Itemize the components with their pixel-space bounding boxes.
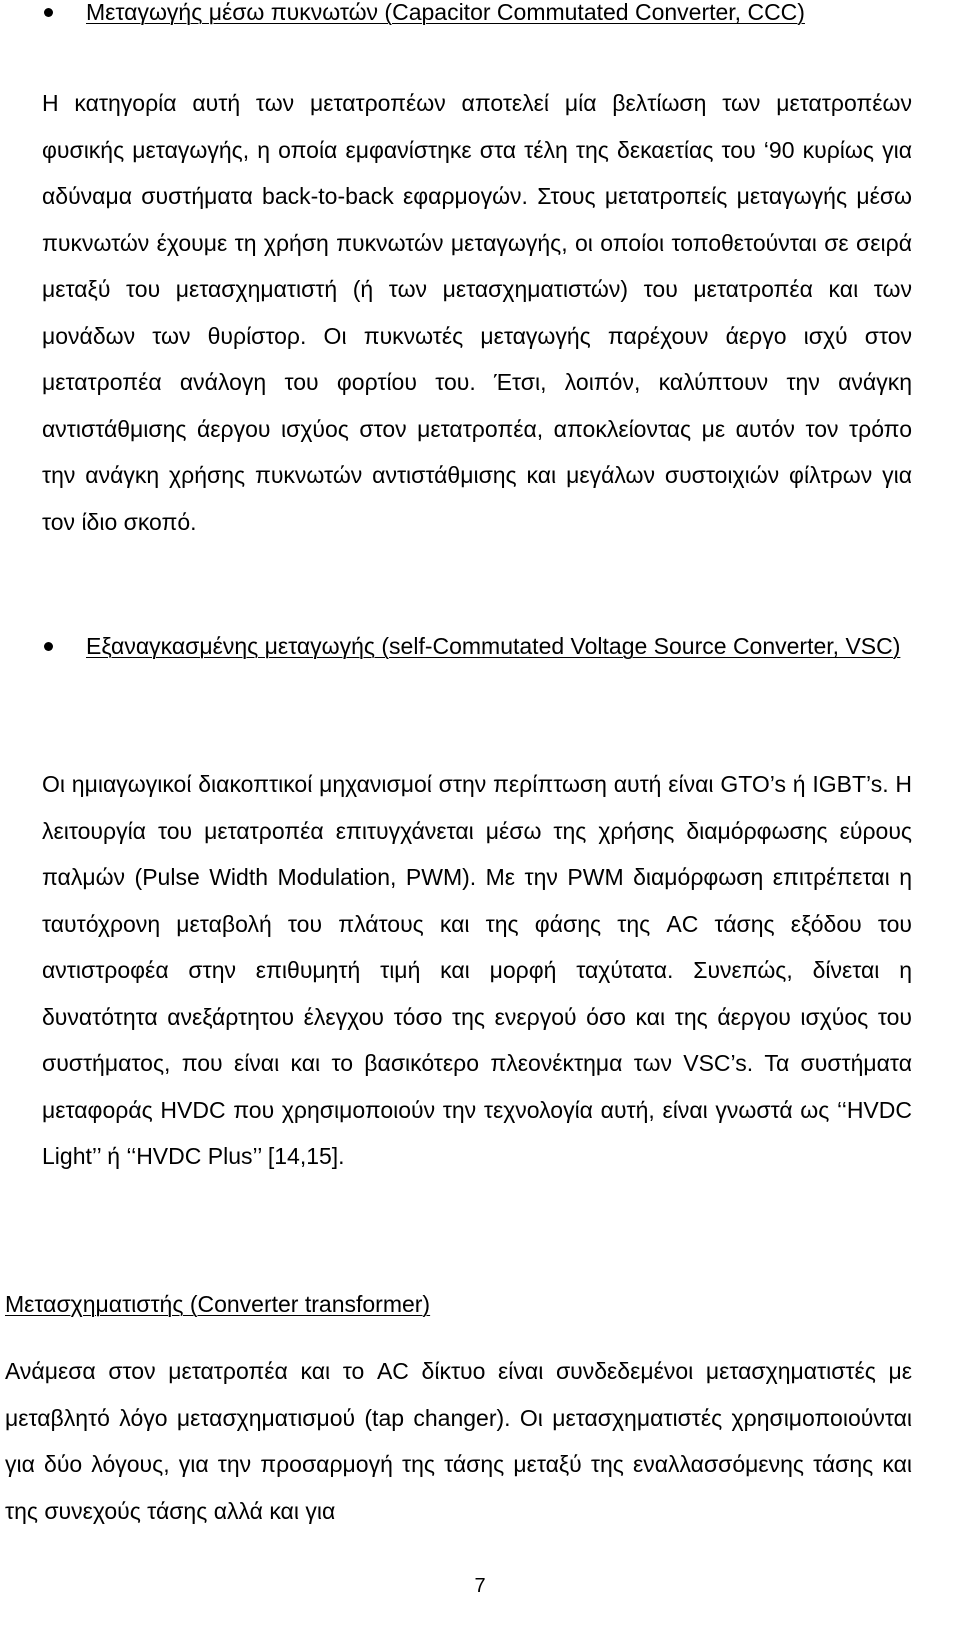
bullet-icon <box>44 642 53 651</box>
bullet-icon <box>44 8 53 17</box>
bullet-item-ccc <box>44 0 924 34</box>
bullet-title-vsc: Εξαναγκασμένης μεταγωγής (self-Commutated Voltage Source Converter, VSC) <box>86 633 901 659</box>
paragraph-ccc: Η κατηγορία αυτή των μετατροπέων αποτελεί μία βελτίωση των μετατροπέων φυσικής μεταγωγής, η οποία εμφανίστηκε στα τέλη της δεκαετίας του ‘90 κυρίως για αδύναμα συστήματα back-to-back εφαρμογών. Στους μετατροπείς μεταγωγής μέσω πυκνωτών έχουμε τη χρήση πυκνωτών μεταγωγής, οι οποίοι τοποθετούνται σε σειρά μεταξύ του μετασχηματιστή (ή των μετασχηματιστών) του μετατροπέα και των μονάδων των θυρίστορ. Οι πυκνωτές μεταγωγής παρέχουν άεργο ισχύ στον μετατροπέα ανάλογη του φορτίου του. Έτσι, λοιπόν, καλύπτουν την ανάγκη αντιστάθμισης άεργου ισχύος στον μετατροπέα, αποκλείοντας με αυτόν τον τρόπο την ανάγκη χρήσης πυκνωτών αντιστάθμισης και μεγάλων συστοιχιών φίλτρων για τον ίδιο σκοπό. <box>42 90 912 535</box>
bullet-item-vsc <box>44 624 924 714</box>
section-heading-transformer: Μετασχηματιστής (Converter transformer) <box>5 1291 431 1317</box>
page-number: 7 <box>474 1575 486 1597</box>
paragraph-transformer: Ανάμεσα στον μετατροπέα και το AC δίκτυο είναι συνδεδεμένοι μετασχηματιστές με μεταβλητό λόγο μετασχηματισμού (tap changer). Οι μετασχηματιστές χρησιμοποιούνται για δύο λόγους, για την προσαρμογή της τάσης μεταξύ της εναλλασσόμενης τάσης και της συνεχούς τάσης αλλά και για <box>5 1358 912 1524</box>
paragraph-vsc: Οι ημιαγωγικοί διακοπτικοί μηχανισμοί στην περίπτωση αυτή είναι GTO’s ή IGBT’s. Η λειτουργία του μετατροπέα επιτυγχάνεται μέσω της χρήσης διαμόρφωσης εύρους παλμών (Pulse Width Modulation, PWM). Με την PWM διαμόρφωση επιτρέπεται η ταυτόχρονη μεταβολή του πλάτους και της φάσης της AC τάσης εξόδου του αντιστροφέα στην επιθυμητή τιμή και μορφή ταχύτατα. Συνεπώς, δίνεται η δυνατότητα ανεξάρτητου έλεγχου τόσο της ενεργού όσο και της άεργου ισχύος του συστήματος, που είναι και το βασικότερο πλεονέκτημα των VSC’s. Τα συστήματα μεταφοράς HVDC που χρησιμοποιούν την τεχνολογία αυτή, είναι γνωστά ως ‘‘HVDC Light’’ ή ‘‘HVDC Plus’’ [14,15]. <box>42 771 912 1169</box>
bullet-title-ccc: Μεταγωγής μέσω πυκνωτών (Capacitor Commutated Converter, CCC) <box>86 0 805 25</box>
